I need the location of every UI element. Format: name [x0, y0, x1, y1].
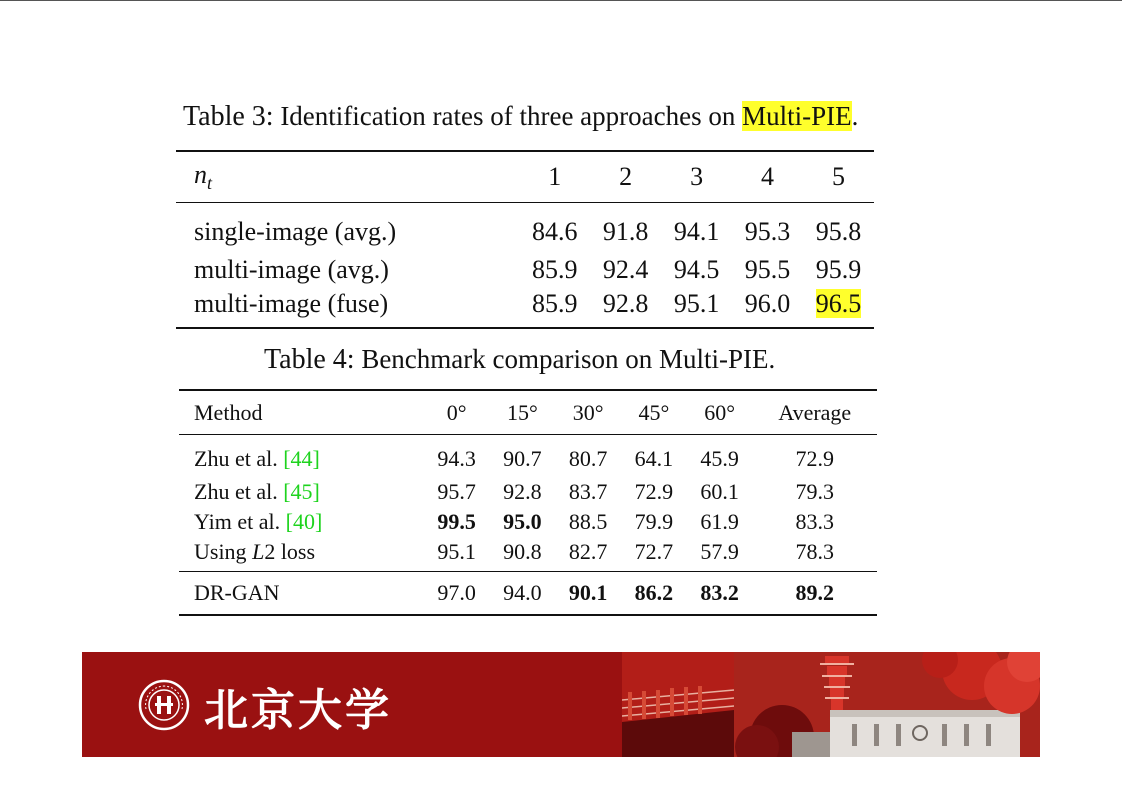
- page-top-rule: [0, 0, 1122, 1]
- table-row: [176, 253, 874, 287]
- method-name: Yim et al. [40]: [194, 509, 323, 534]
- table-cell: 80.7: [568, 446, 608, 471]
- table-row: [176, 287, 874, 328]
- col-header: 0°: [446, 399, 467, 425]
- table-cell: 96.0: [744, 289, 791, 318]
- table3-nt-header: $n_t$: [194, 159, 213, 194]
- table-row: [176, 203, 874, 254]
- table-row: [179, 507, 877, 537]
- table-cell: 83.3: [795, 509, 834, 534]
- table-cell: 72.9: [795, 446, 834, 471]
- table-cell: 61.9: [700, 509, 739, 534]
- table-cell: 91.8: [602, 217, 649, 246]
- table-cell: 90.8: [503, 539, 542, 564]
- table-cell-best: 86.2: [634, 580, 674, 605]
- table-cell: 95.1: [437, 539, 476, 564]
- table-row: [179, 477, 877, 507]
- table-cell-best: 95.0: [503, 509, 542, 534]
- table-cell: 95.7: [437, 479, 476, 504]
- table-row-drgan: [179, 572, 877, 616]
- table-cell: 60.1: [700, 479, 739, 504]
- table4-label: Table 4:: [264, 344, 355, 375]
- col-header: 45°: [638, 399, 670, 425]
- table-cell: 84.6: [531, 217, 578, 246]
- table-cell: 83.7: [568, 479, 608, 504]
- table-cell-best: 83.2: [700, 580, 739, 605]
- pku-banner: [82, 652, 1040, 757]
- row-label: multi-image (fuse): [194, 289, 389, 318]
- table3-caption: [183, 101, 858, 133]
- table-cell: 95.9: [815, 255, 862, 284]
- col-header: 60°: [704, 399, 736, 425]
- row-label: multi-image (avg.): [194, 255, 389, 284]
- table3-col-header: 5: [832, 162, 845, 191]
- table-cell: 95.8: [815, 217, 862, 246]
- table-cell-best: 90.1: [568, 580, 608, 605]
- table3: [176, 150, 874, 329]
- table-cell-best: 89.2: [795, 580, 834, 605]
- table-cell: 64.1: [634, 446, 674, 471]
- table-row: [179, 537, 877, 572]
- table3-col-header: 3: [690, 162, 704, 191]
- table-cell: 72.9: [634, 479, 674, 504]
- table-cell: 85.9: [531, 255, 578, 284]
- table4-caption-text: Benchmark comparison on Multi-PIE.: [361, 344, 776, 374]
- col-header-method: Method: [194, 399, 263, 425]
- table-row: [179, 435, 877, 478]
- table-cell: 94.0: [503, 580, 542, 605]
- col-header-average: Average: [778, 399, 852, 425]
- table-cell-best: 99.5: [437, 509, 476, 534]
- citation-link[interactable]: [40]: [285, 509, 323, 534]
- table-cell: 85.9: [531, 289, 578, 318]
- table-cell: 94.1: [673, 217, 720, 246]
- table-cell: 95.1: [673, 289, 720, 318]
- table-cell: 94.5: [673, 255, 720, 284]
- table3-caption-text: Identification rates of three approaches on: [280, 101, 743, 131]
- table3-label: Table 3:: [183, 101, 274, 132]
- col-header: 15°: [506, 399, 538, 425]
- table-cell: 90.7: [503, 446, 542, 471]
- method-name: Using L2 loss: [194, 539, 316, 564]
- table-cell-highlighted: [803, 287, 874, 328]
- table-cell: 82.7: [568, 539, 608, 564]
- table3-col-header: 4: [761, 162, 775, 191]
- table-cell: 92.8: [602, 289, 649, 318]
- method-name: Zhu et al. [44]: [194, 446, 320, 471]
- campus-photo-collage: [622, 652, 1040, 757]
- table-cell: 57.9: [700, 539, 739, 564]
- citation-link[interactable]: [45]: [283, 479, 320, 504]
- table4-caption: [264, 344, 775, 376]
- table-cell: 79.9: [634, 509, 674, 534]
- citation-link[interactable]: [44]: [283, 446, 320, 471]
- table-cell: 45.9: [700, 446, 739, 471]
- table3-caption-end: .: [851, 101, 859, 131]
- table-cell: 94.3: [437, 446, 476, 471]
- table-cell: 78.3: [795, 539, 834, 564]
- table-cell: 95.5: [744, 255, 791, 284]
- pku-seal-icon: [138, 679, 190, 731]
- col-header: 30°: [572, 399, 604, 425]
- table-cell: 92.8: [503, 479, 542, 504]
- row-label: single-image (avg.): [194, 217, 397, 246]
- table-cell: 97.0: [437, 580, 476, 605]
- table-cell: 95.3: [744, 217, 791, 246]
- method-name: DR-GAN: [194, 580, 280, 605]
- table3-caption-highlight: Multi-PIE: [742, 101, 852, 131]
- table-cell: 72.7: [634, 539, 674, 564]
- table-cell: 88.5: [568, 509, 608, 534]
- table-cell: 92.4: [602, 255, 649, 284]
- university-name: 北京大学: [204, 685, 392, 736]
- method-name: Zhu et al. [45]: [194, 479, 320, 504]
- table4: [179, 389, 877, 616]
- table3-col-header: 1: [548, 162, 562, 191]
- table3-col-header: 2: [619, 162, 633, 191]
- highlighted-value: 96.5: [815, 289, 862, 318]
- table3-header-row: [176, 151, 874, 203]
- table-cell: 79.3: [795, 479, 834, 504]
- table4-header-row: [179, 390, 877, 435]
